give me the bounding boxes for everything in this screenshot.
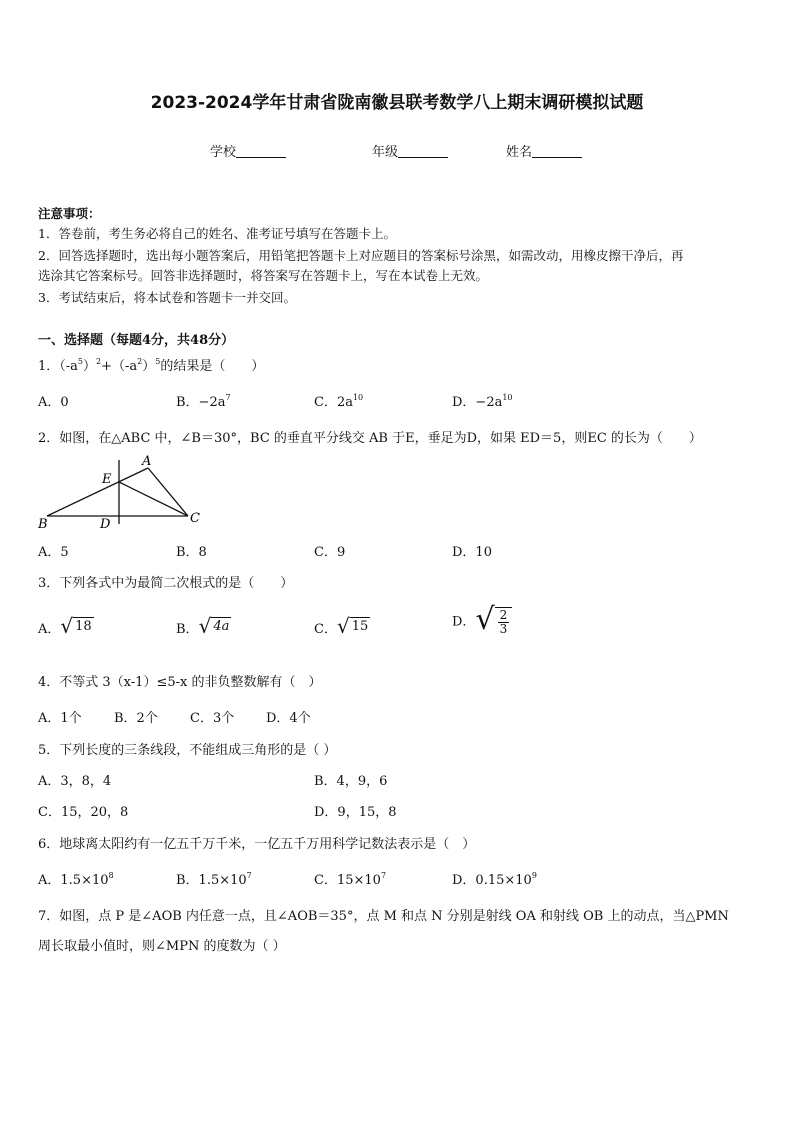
notice-item: 1．答卷前，考生务必将自己的姓名、准考证号填写在答题卡上。 [38, 226, 396, 241]
q2-option-d: D．10 [452, 545, 492, 560]
label-a: A [142, 454, 152, 469]
grade-field [372, 141, 448, 160]
q6-option-b: B．$1.5\times 10^7$ [176, 871, 252, 888]
question-1-stem: 1．$(-a^5)^2+(-a^2)^5$的结果是（ ） [38, 357, 265, 374]
q1-option-b: B．$-2a^7$ [176, 393, 231, 410]
q6-option-a: A．$1.5\times 10^8$ [38, 871, 114, 888]
label-b: B [38, 517, 48, 532]
q5-option-b: B．4，9，6 [314, 774, 388, 789]
school-blank [236, 144, 286, 158]
question-5-stem: 5．下列长度的三条线段，不能组成三角形的是（ ） [38, 743, 337, 758]
q1-option-c: C．$2a^{10}$ [314, 393, 364, 410]
q3-option-c: C． √ 15 [314, 614, 369, 638]
question-4-stem: 4．不等式 3（x-1）≤5-x 的非负整数解有（ ） [38, 675, 322, 690]
notice-heading: 注意事项： [38, 206, 101, 221]
q5-option-c: C．15，20，8 [38, 805, 129, 820]
label-c: C [190, 511, 200, 526]
segment-ec [119, 482, 188, 516]
question-7-stem-cont: 周长取最小值时，则∠MPN 的度数为（ ） [38, 939, 286, 954]
q4-option-a: A．1个 [38, 711, 82, 726]
label-e: E [102, 472, 112, 487]
school-label: 学校 [210, 145, 237, 160]
q4-option-b: B．2个 [114, 711, 158, 726]
segment-ac [148, 468, 188, 516]
notice-item: 2．回答选择题时，选出每小题答案后，用铅笔把答题卡上对应题目的答案标号涂黑，如需改动，用橡皮擦干净后，再 [38, 248, 684, 263]
q4-option-d: D．4个 [266, 711, 311, 726]
question-7-stem: 7．如图，点 P 是∠AOB 内任意一点，且∠AOB＝35°，点 M 和点 N 分别是射线 OA 和射线 OB 上的动点，当△PMN [38, 909, 729, 924]
question-3-stem: 3．下列各式中为最简二次根式的是（ ） [38, 576, 294, 591]
page-title: 2023-2024学年甘肃省陇南徽县联考数学八上期末调研模拟试题 [150, 93, 644, 113]
q5-option-a: A．3，8，4 [38, 774, 112, 789]
notice-item: 选涂其它答案标号。回答非选择题时，将答案写在答题卡上，写在本试卷上无效。 [38, 268, 489, 283]
school-field [210, 141, 286, 160]
question-6-stem: 6．地球离太阳约有一亿五千万千米，一亿五千万用科学记数法表示是（ ） [38, 837, 476, 852]
grade-label: 年级 [372, 145, 399, 160]
question-2-stem: 2．如图，在△ABC 中，∠B＝30°，BC 的垂直平分线交 AB 于E，垂足为D，如果 ED＝5，则EC 的长为（ ） [38, 431, 702, 446]
section-heading: 一、选择题（每题4分，共48分） [38, 333, 235, 348]
name-label: 姓名 [506, 145, 533, 160]
notice-item: 3．考试结束后，将本试卷和答题卡一并交回。 [38, 290, 296, 305]
segment-ba [47, 468, 148, 516]
label-d: D [100, 517, 111, 532]
q6-option-d: D．$0.15\times 10^9$ [452, 871, 537, 888]
q1-option-a: A．0 [38, 395, 69, 410]
q2-option-b: B．8 [176, 545, 207, 560]
q2-option-a: A．5 [38, 545, 69, 560]
q3-option-d: D． √ $\frac{2}{3}$ [452, 604, 512, 636]
name-blank [532, 144, 582, 158]
grade-blank [398, 144, 448, 158]
q5-option-d: D．9，15，8 [314, 805, 397, 820]
q4-option-c: C．3个 [190, 711, 235, 726]
name-field [506, 141, 582, 160]
triangle-diagram [34, 452, 209, 532]
q6-option-c: C．$15\times 10^7$ [314, 871, 387, 888]
q3-option-b: B． √ 4a [176, 614, 230, 638]
q2-option-c: C．9 [314, 545, 346, 560]
q1-option-d: D．$-2a^{10}$ [452, 393, 513, 410]
q3-option-a: A． √ 18 [38, 614, 92, 638]
